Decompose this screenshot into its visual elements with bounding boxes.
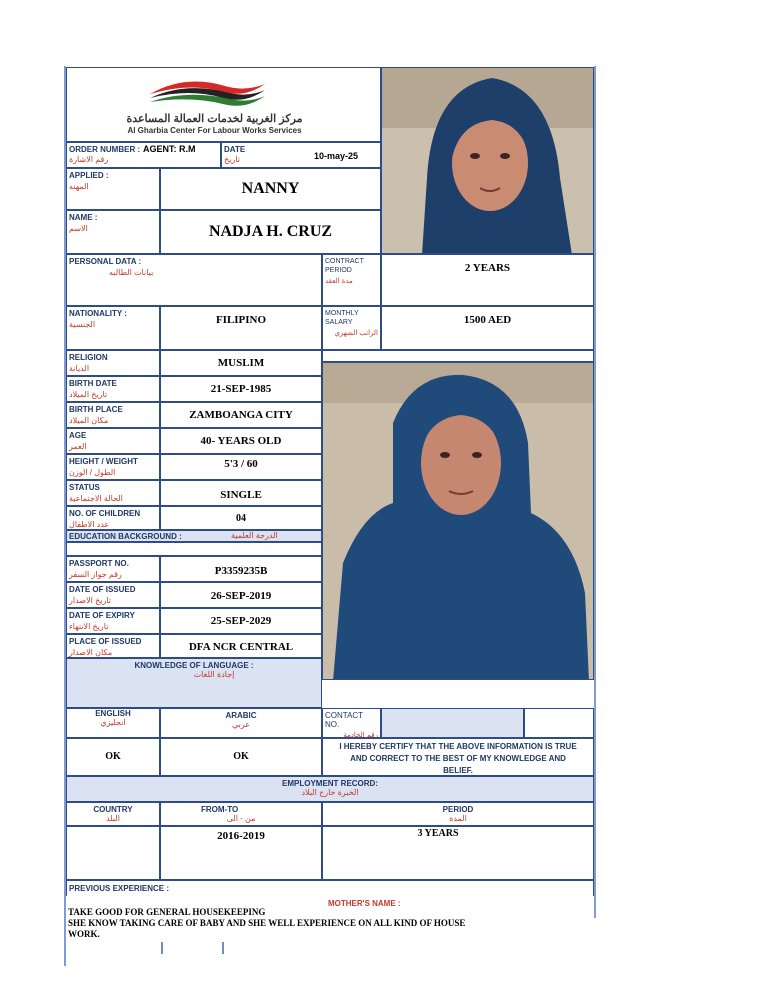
order-number-label: ORDER NUMBER : (69, 145, 141, 154)
contact-label-arabic: رقم الخادمة (343, 732, 378, 739)
religion-value: MUSLIM (160, 350, 322, 376)
org-name-english: Al Gharbia Center For Labour Works Services (127, 126, 302, 135)
passport-no-label-cell (66, 556, 160, 582)
applied-label-arabic: المهنه (69, 182, 89, 191)
contact-value-field (381, 708, 524, 738)
passport-no-label-arabic: رقم جواز السفر (69, 570, 122, 579)
bottom-tick-2 (222, 942, 224, 954)
birth-date-value: 21-SEP-1985 (160, 376, 322, 402)
previous-experience-label: PREVIOUS EXPERIENCE : (69, 884, 170, 893)
date-expiry-label-arabic: تاريخ الانتهاء (69, 622, 109, 631)
status-label-arabic: الحالة الاجتماعية (69, 494, 123, 503)
children-value: 04 (160, 506, 322, 530)
status-label-cell (66, 480, 160, 506)
place-issued-value: DFA NCR CENTRAL (160, 634, 322, 658)
previous-experience-line-2: SHE KNOW TAKING CARE OF BABY AND SHE WELL EXPERIENCE ON ALL KIND OF HOUSE WORK. (68, 918, 466, 939)
date-expiry-label: DATE OF EXPIRY (69, 611, 135, 620)
country-label: COUNTRY (93, 805, 133, 814)
fromto-header-cell (160, 802, 322, 826)
fromto-label-arabic: من - الى (226, 814, 256, 823)
religion-label-cell (66, 350, 160, 376)
birth-date-label: BIRTH DATE (69, 379, 117, 388)
applied-value: NANNY (160, 168, 381, 210)
applied-label: APPLIED : (69, 171, 109, 180)
arabic-label-arabic: عربي (231, 720, 251, 729)
date-issued-value: 26-SEP-2019 (160, 582, 322, 608)
place-issued-label-arabic: مكان الاصدار (69, 648, 113, 657)
birth-date-label-arabic: تاريخ الميلاد (69, 390, 108, 399)
age-label: AGE (69, 431, 87, 440)
name-value: NADJA H. CRUZ (160, 210, 381, 254)
passport-no-value: P3359235B (160, 556, 322, 582)
employment-record-cell (66, 776, 594, 802)
place-issued-label: PLACE OF ISSUED (69, 637, 142, 646)
education-background-label-arabic: الدرجة العلمية (231, 531, 278, 540)
birth-place-label-cell (66, 402, 160, 428)
monthly-salary-label-arabic: الراتب الشهري (334, 330, 378, 337)
fromto-label: FROM-TO (201, 805, 239, 814)
form-right-rule (594, 66, 596, 918)
agent-value: AGENT: R.M (143, 144, 196, 154)
religion-label-arabic: الديانة (69, 364, 90, 373)
height-weight-label-arabic: الطول / الوزن (69, 468, 116, 477)
country-header-cell (66, 802, 160, 826)
english-header-cell (66, 708, 160, 738)
mothers-name-label: MOTHER'S NAME : (328, 899, 401, 908)
status-value: SINGLE (160, 480, 322, 506)
date-expiry-label-cell (66, 608, 160, 634)
english-value: OK (66, 738, 160, 776)
language-cell (66, 658, 322, 708)
country-value-cell (66, 826, 160, 880)
language-label-arabic: إجادة اللغات (193, 670, 235, 679)
birth-place-label: BIRTH PLACE (69, 405, 123, 414)
date-expiry-value: 25-SEP-2029 (160, 608, 322, 634)
height-weight-label: HEIGHT / WEIGHT (69, 457, 138, 466)
birth-place-label-arabic: مكان الميلاد (69, 416, 109, 425)
height-weight-value: 5'3 / 60 (160, 454, 322, 480)
contract-period-label: CONTRACT PERIOD (325, 258, 364, 274)
name-label-cell (66, 210, 160, 254)
date-label: DATE (224, 145, 246, 154)
education-background-cell (66, 530, 322, 542)
bottom-tick-1 (161, 942, 163, 954)
photo-spacer (322, 350, 594, 362)
contract-period-label-cell (322, 254, 381, 306)
place-issued-label-cell (66, 634, 160, 658)
height-weight-label-cell (66, 454, 160, 480)
age-label-arabic: العمر (69, 442, 87, 451)
period-label: PERIOD (442, 805, 474, 814)
org-name-arabic: مركز الغربية لخدمات العمالة المساعدة (126, 113, 303, 125)
previous-experience-cell (66, 880, 594, 896)
nationality-label-cell (66, 306, 160, 350)
name-label-arabic: الاسم (69, 224, 88, 233)
header-cell (66, 67, 381, 142)
date-cell (221, 142, 381, 168)
birth-place-value: ZAMBOANGA CITY (160, 402, 322, 428)
english-label-arabic: انجليزي (100, 718, 126, 727)
monthly-salary-label-cell (322, 306, 381, 350)
english-label: ENGLISH (95, 709, 131, 718)
period-label-arabic: المدة (449, 814, 467, 823)
status-label: STATUS (69, 483, 100, 492)
applied-label-cell (66, 168, 160, 210)
fromto-value: 2016-2019 (160, 826, 322, 880)
order-number-cell (66, 142, 221, 168)
date-issued-label-cell (66, 582, 160, 608)
age-value: 40- YEARS OLD (160, 428, 322, 454)
contact-label: CONTACT NO. (325, 711, 363, 729)
education-background-label: EDUCATION BACKGROUND : (69, 532, 182, 541)
contract-period-label-arabic: مدة العقد (325, 278, 353, 285)
employment-record-label: EMPLOYMENT RECORD: (282, 779, 378, 788)
period-header-cell (322, 802, 594, 826)
language-label: KNOWLEDGE OF LANGUAGE : (134, 661, 254, 670)
country-label-arabic: البلد (106, 814, 120, 823)
children-label-cell (66, 506, 160, 530)
date-value: 10-may-25 (314, 151, 359, 161)
arabic-value: OK (160, 738, 322, 776)
employment-record-label-arabic: الخبرة خارج البلاد (301, 788, 359, 797)
date-issued-label-arabic: تاريخ الاصدار (69, 596, 112, 605)
religion-label: RELIGION (69, 353, 108, 362)
applicant-photo-full (322, 362, 594, 680)
name-label: NAME : (69, 213, 98, 222)
contact-label-cell (322, 708, 381, 738)
nationality-value: FILIPINO (160, 306, 322, 350)
children-label-arabic: عدد الاطفال (69, 520, 110, 529)
personal-data-label: PERSONAL DATA : (69, 257, 142, 266)
applicant-photo-headshot (381, 67, 594, 254)
monthly-salary-value: 1500 AED (381, 306, 594, 350)
contact-spacer (524, 708, 594, 738)
passport-no-label: PASSPORT NO. (69, 559, 129, 568)
arabic-label: ARABIC (225, 711, 257, 720)
arabic-header-cell (160, 708, 322, 738)
nationality-label-arabic: الجنسية (69, 320, 96, 329)
certify-cell (322, 738, 594, 776)
education-spacer (66, 542, 322, 556)
company-logo (145, 72, 270, 112)
previous-experience-line-1: TAKE GOOD FOR GENERAL HOUSEKEEPING (68, 907, 266, 917)
date-label-arabic: تاريخ (224, 155, 240, 164)
monthly-salary-label: MONTHLY SALARY (325, 310, 359, 326)
personal-data-label-arabic: بيانات الطالبه (109, 268, 154, 277)
age-label-cell (66, 428, 160, 454)
nationality-label: NATIONALITY : (69, 309, 127, 318)
date-issued-label: DATE OF ISSUED (69, 585, 136, 594)
birth-date-label-cell (66, 376, 160, 402)
children-label: NO. OF CHILDREN (69, 509, 141, 518)
certify-text: I HEREBY CERTIFY THAT THE ABOVE INFORMATION IS TRUE AND CORRECT TO THE BEST OF MY KNOWLEDGE AND BELIEF. (339, 742, 577, 775)
period-value: 3 YEARS (322, 826, 594, 880)
contract-period-value: 2 YEARS (381, 254, 594, 306)
order-number-label-arabic: رقم الاشارة (69, 155, 109, 164)
personal-data-cell (66, 254, 322, 306)
